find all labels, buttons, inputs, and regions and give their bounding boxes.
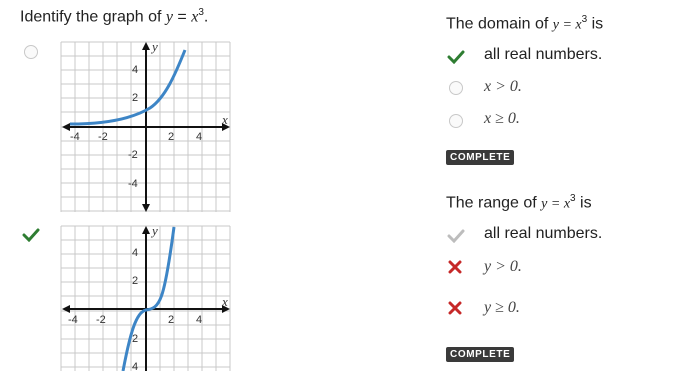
graph-option-1-radio[interactable] [24,45,38,59]
tick-y-4: -4 [128,178,138,190]
domain-option-2-radio[interactable] [449,81,463,95]
tick-y-3: -2 [128,149,138,161]
axis-label-y: y [152,40,158,54]
exponential-curve [70,50,185,124]
tick-x-1: -4 [68,314,78,326]
range-option-all-real[interactable]: all real numbers. [484,225,603,242]
range-option-y-ge-0[interactable]: y ≥ 0. [484,299,520,316]
question-prompt: Identify the graph of $y = x^3$. [20,7,209,26]
tick-x-4: 4 [196,131,203,143]
axis-label-x: x [222,112,228,127]
tick-y-1: 4 [132,247,139,259]
domain-option-x-gt-0[interactable]: x > 0. [484,78,522,95]
axis-label-y: y [152,224,158,238]
domain-option-all-real[interactable]: all real numbers. [484,46,603,63]
graph-axes [62,226,230,371]
domain-option-x-ge-0[interactable]: x ≥ 0. [484,110,520,127]
tick-x-2: -2 [96,314,106,326]
tick-y-1: 4 [132,64,139,76]
graph-option-1[interactable] [60,40,232,214]
tick-y-3: 2 [132,333,139,345]
tick-y-2: 2 [132,92,139,104]
tick-x-4: 4 [196,314,203,326]
tick-x-2: -2 [98,131,108,143]
tick-x-3: 2 [168,314,175,326]
graph-option-2[interactable] [60,224,232,371]
range-option-y-gt-0[interactable]: y > 0. [484,258,522,275]
domain-question: The domain of $y = x^3$ is [446,14,604,33]
axis-label-x: x [222,294,228,309]
range-question: The range of $y = x^3$ is [446,193,592,212]
domain-complete-badge: COMPLETE [446,150,514,165]
tick-y-4: 4 [132,361,139,371]
check-icon [447,229,465,243]
x-icon [448,260,462,274]
tick-x-1: -4 [70,131,80,143]
tick-y-2: 2 [132,275,139,287]
tick-x-3: 2 [168,131,175,143]
check-icon [22,228,40,242]
domain-option-3-radio[interactable] [449,114,463,128]
check-icon [447,50,465,64]
range-complete-badge: COMPLETE [446,347,514,362]
x-icon [448,301,462,315]
graph-axes [62,42,230,212]
